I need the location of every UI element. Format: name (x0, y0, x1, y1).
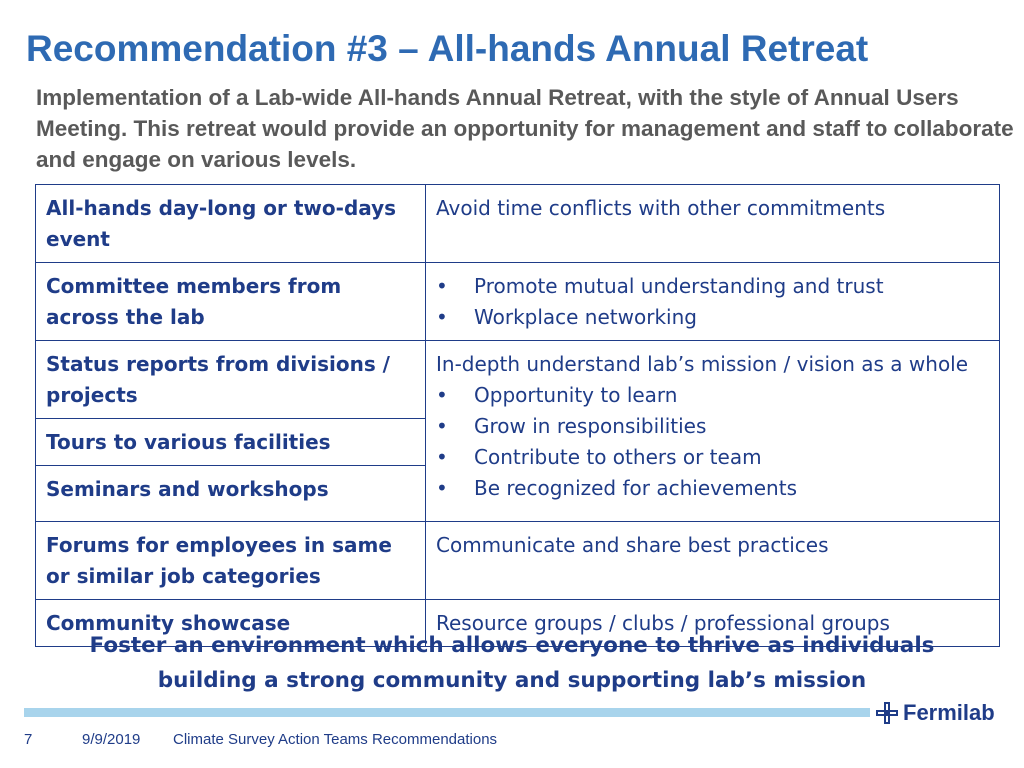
table-row (36, 341, 1000, 419)
table-row (36, 522, 1000, 600)
benefit-list (436, 380, 989, 504)
closing-line: Foster an environment which allows everyone to thrive as individuals (89, 633, 935, 658)
footer-caption: Climate Survey Action Teams Recommendations (173, 731, 498, 748)
recommendation-table (35, 184, 1000, 647)
table-row (36, 263, 1000, 341)
activity-cell: Status reports from divisions / projects (36, 341, 426, 419)
closing-line: building a strong community and supporting lab’s mission (157, 668, 867, 693)
footer-date: 9/9/2019 (82, 731, 141, 748)
activity-cell: Tours to various facilities (36, 419, 426, 466)
benefit-cell: Communicate and share best practices (426, 522, 1000, 600)
benefit-heading: In-depth understand lab’s mission / vision as a whole (436, 352, 969, 376)
benefit-list (436, 271, 989, 333)
list-item: • Opportunity to learn (436, 380, 989, 411)
activity-cell: Forums for employees in same or similar job categories (36, 522, 426, 600)
footer-bar (24, 708, 870, 717)
page-number: 7 (24, 731, 33, 748)
activity-cell: All-hands day-long or two-days event (36, 185, 426, 263)
list-item: • Grow in responsibilities (436, 411, 989, 442)
benefit-cell (426, 263, 1000, 341)
slide-title: Recommendation #3 – All-hands Annual Retreat (26, 28, 869, 69)
logo-wordmark: Fermilab (903, 700, 995, 725)
fermilab-icon (875, 701, 899, 725)
activity-cell: Community showcase (36, 600, 426, 647)
list-item: • Promote mutual understanding and trust (436, 271, 989, 302)
list-item: • Be recognized for achievements (436, 473, 989, 504)
activity-cell: Seminars and workshops (36, 466, 426, 522)
activity-cell: Committee members from across the lab (36, 263, 426, 341)
fermilab-logo (875, 701, 995, 725)
list-item: • Contribute to others or team (436, 442, 989, 473)
slide-subtitle: Implementation of a Lab-wide All-hands Annual Retreat, with the style of Annual Users Meeting. This retreat would provide an opportunity for management and staff to collaborate and engage on various levels. (36, 85, 1014, 172)
list-item: • Workplace networking (436, 302, 989, 333)
closing-statement (0, 628, 1024, 698)
benefit-cell: Resource groups / clubs / professional groups (426, 600, 1000, 647)
table-row (36, 185, 1000, 263)
merged-benefit-cell (426, 341, 1000, 522)
benefit-cell: Avoid time conflicts with other commitments (426, 185, 1000, 263)
